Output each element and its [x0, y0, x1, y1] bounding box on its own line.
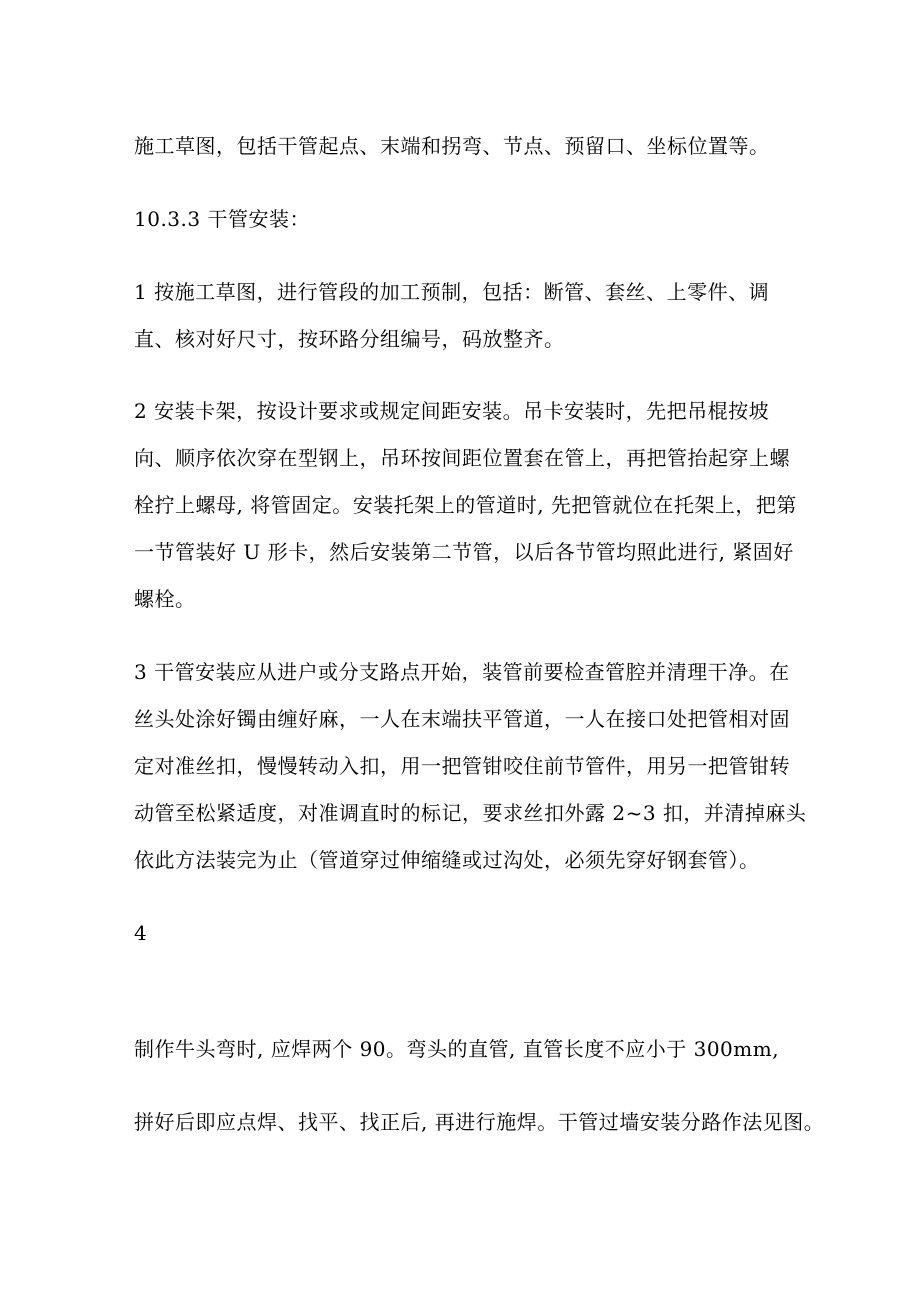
text-line: 螺栓。	[134, 587, 196, 611]
text-line: 拼好后即应点焊、找平、找正后, 再进行施焊。干管过墙安装分路作法见图。	[134, 1110, 825, 1134]
text-line: 丝头处涂好镯由缠好麻，一人在末端扶平管道，一人在接口处把管相对固	[134, 707, 790, 731]
text-line: 定对准丝扣，慢慢转动入扣，用一把管钳咬住前节管件，用另一把管钳转	[134, 754, 790, 778]
text-line: 直、核对好尺寸，按环路分组编号，码放整齐。	[134, 327, 565, 351]
text-line: 2 安装卡架，按设计要求或规定间距安装。吊卡安装时，先把吊棍按坡	[134, 399, 770, 423]
text-line: 动管至松紧适度，对准调直时的标记，要求丝扣外露 2~3 扣，并清掉麻头	[134, 801, 807, 825]
section-heading: 10.3.3 干管安装：	[134, 207, 310, 231]
text-line: 1 按施工草图，进行管段的加工预制，包括：断管、套丝、上零件、调	[134, 280, 770, 304]
text-line: 栓拧上螺母, 将管固定。安装托架上的管道时, 先把管就位在托架上，把第	[134, 493, 797, 517]
text-line: 一节管装好 U 形卡，然后安装第二节管，以后各节管均照此进行, 紧固好	[134, 540, 794, 564]
text-line: 向、顺序依次穿在型钢上，吊环按间距位置套在管上，再把管抬起穿上螺	[134, 446, 790, 470]
text-line: 施工草图，包括干管起点、末端和拐弯、节点、预留口、坐标位置等。	[134, 134, 770, 158]
list-number: 4	[134, 921, 148, 945]
text-line: 制作牛头弯时, 应焊两个 90。弯头的直管, 直管长度不应小于 300mm,	[134, 1037, 780, 1061]
text-line: 依此方法装完为止（管道穿过伸缩缝或过沟处，必须先穿好钢套管）。	[134, 848, 760, 872]
text-line: 3 干管安装应从进户或分支路点开始，装管前要检查管腔并清理干净。在	[134, 660, 790, 684]
